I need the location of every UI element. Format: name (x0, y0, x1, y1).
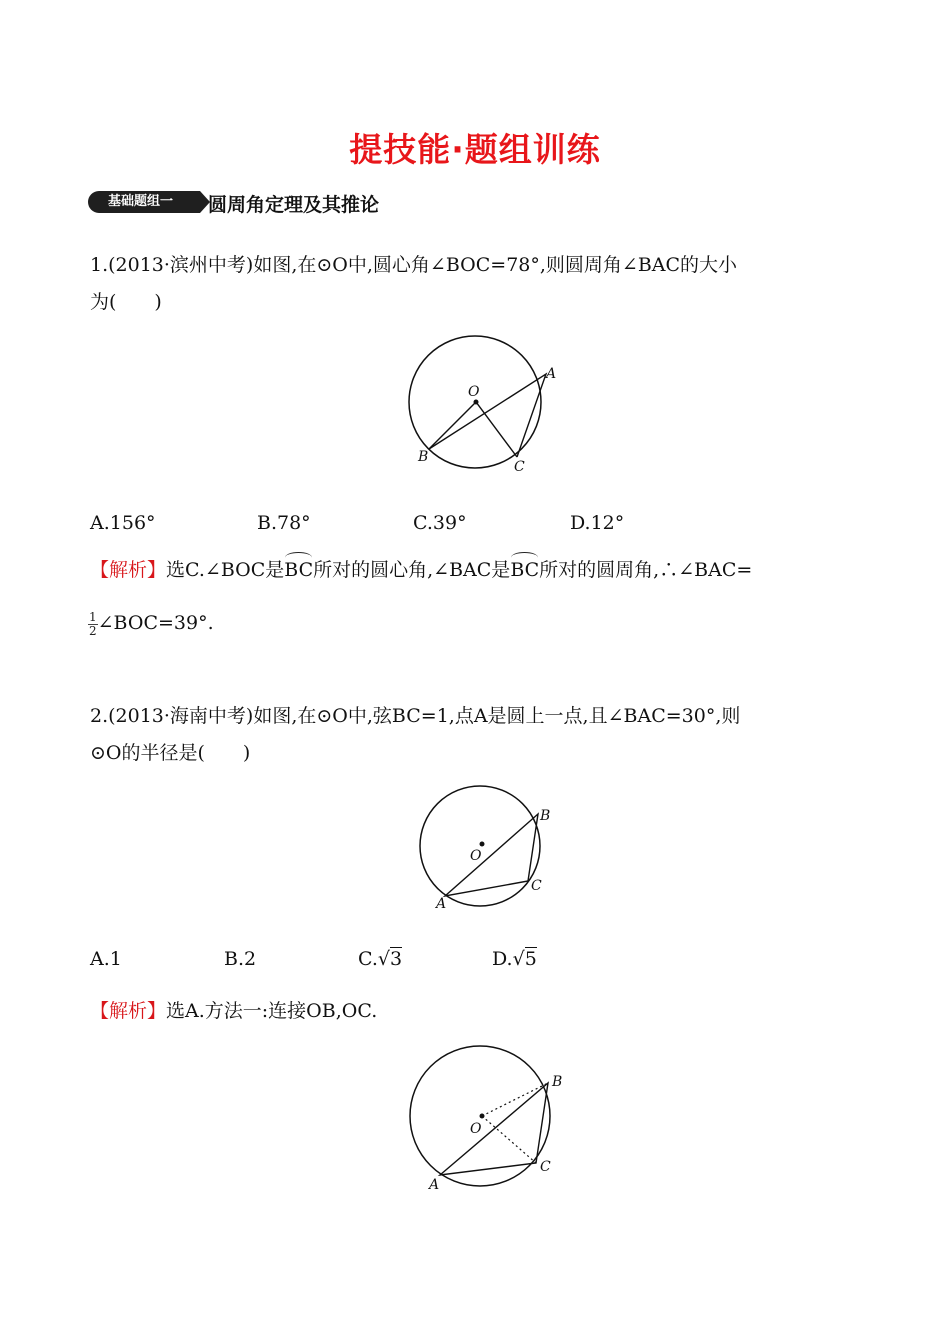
solution-label-o: O (470, 1121, 482, 1137)
q2-analysis (90, 998, 377, 1024)
q1-option-d: D.12° (570, 512, 625, 534)
sqrt-sign: √ (377, 948, 391, 970)
q2-option-b: B.2 (224, 948, 257, 970)
q2-triangle (445, 814, 538, 896)
q1-option-b: B.78° (257, 512, 311, 534)
q1-center-dot (474, 400, 479, 405)
arc-bc: BC (510, 559, 540, 581)
fraction-one-half (88, 611, 98, 638)
q2-stem-line2: ⊙O的半径是( ) (90, 742, 251, 764)
analysis-text: 选C.∠BOC是 (166, 559, 285, 581)
q1-analysis-line1 (90, 557, 752, 583)
q1-label-b: B (418, 449, 429, 465)
q1-label-o: O (468, 384, 480, 400)
q2-option-c (358, 946, 402, 972)
q2-center-dot (480, 842, 485, 847)
q1-central-angle (429, 402, 517, 457)
page-title: 提技能·题组训练 (349, 130, 601, 169)
q1-label-a: A (546, 366, 557, 382)
analysis-text: 所对的圆心角,∠BAC是 (313, 559, 511, 581)
q2-circle-figure (410, 782, 570, 912)
radicand: 5 (524, 948, 537, 970)
q1-option-c: C.39° (413, 512, 467, 534)
analysis-tag: 【解析】 (90, 559, 167, 581)
option-label: D. (492, 948, 513, 970)
q1-analysis-line2 (88, 610, 214, 638)
option-label: C. (358, 948, 378, 970)
analysis-tag: 【解析】 (90, 1000, 167, 1022)
fraction-denominator: 2 (89, 623, 97, 638)
q2-label-o: O (470, 848, 482, 864)
solution-label-b: B (552, 1074, 563, 1090)
q1-circle-figure (400, 330, 570, 480)
solution-label-a: A (429, 1177, 440, 1193)
q2-stem-line1: 2.(2013·海南中考)如图,在⊙O中,弦BC=1,点A是圆上一点,且∠BAC=30°,则 (90, 705, 741, 727)
q2-solution-center-dot (480, 1114, 485, 1119)
analysis-text: 所对的圆周角,∴∠BAC= (539, 559, 753, 581)
q2-label-a: A (436, 896, 447, 912)
q2-option-d (492, 946, 537, 972)
q1-label-c: C (514, 459, 525, 475)
q1-stem-line1: 1.(2013·滨州中考)如图,在⊙O中,圆心角∠BOC=78°,则圆周角∠BAC的大小 (90, 254, 738, 276)
q2-circle (420, 786, 540, 906)
arc-bc: BC (284, 559, 314, 581)
fraction-numerator: 1 (89, 609, 97, 624)
q2-solution-figure (400, 1036, 580, 1196)
radius-oc (482, 1116, 536, 1163)
analysis-text: 选A.方法一:连接OB,OC. (166, 1000, 378, 1022)
q2-solution-triangle (440, 1083, 548, 1175)
q1-inscribed-angle (429, 374, 546, 457)
radicand: 3 (390, 948, 403, 970)
section-title: 圆周角定理及其推论 (208, 194, 380, 216)
section-badge: 基础题组一 (88, 191, 200, 213)
analysis-text: ∠BOC=39°. (97, 612, 214, 634)
solution-label-c: C (540, 1159, 551, 1175)
q2-label-c: C (531, 878, 542, 894)
sqrt-sign: √ (512, 948, 525, 970)
q2-label-b: B (540, 808, 551, 824)
q2-option-a: A.1 (90, 948, 122, 970)
q1-stem-line2: 为( ) (90, 291, 162, 313)
q1-option-a: A.156° (90, 512, 156, 534)
